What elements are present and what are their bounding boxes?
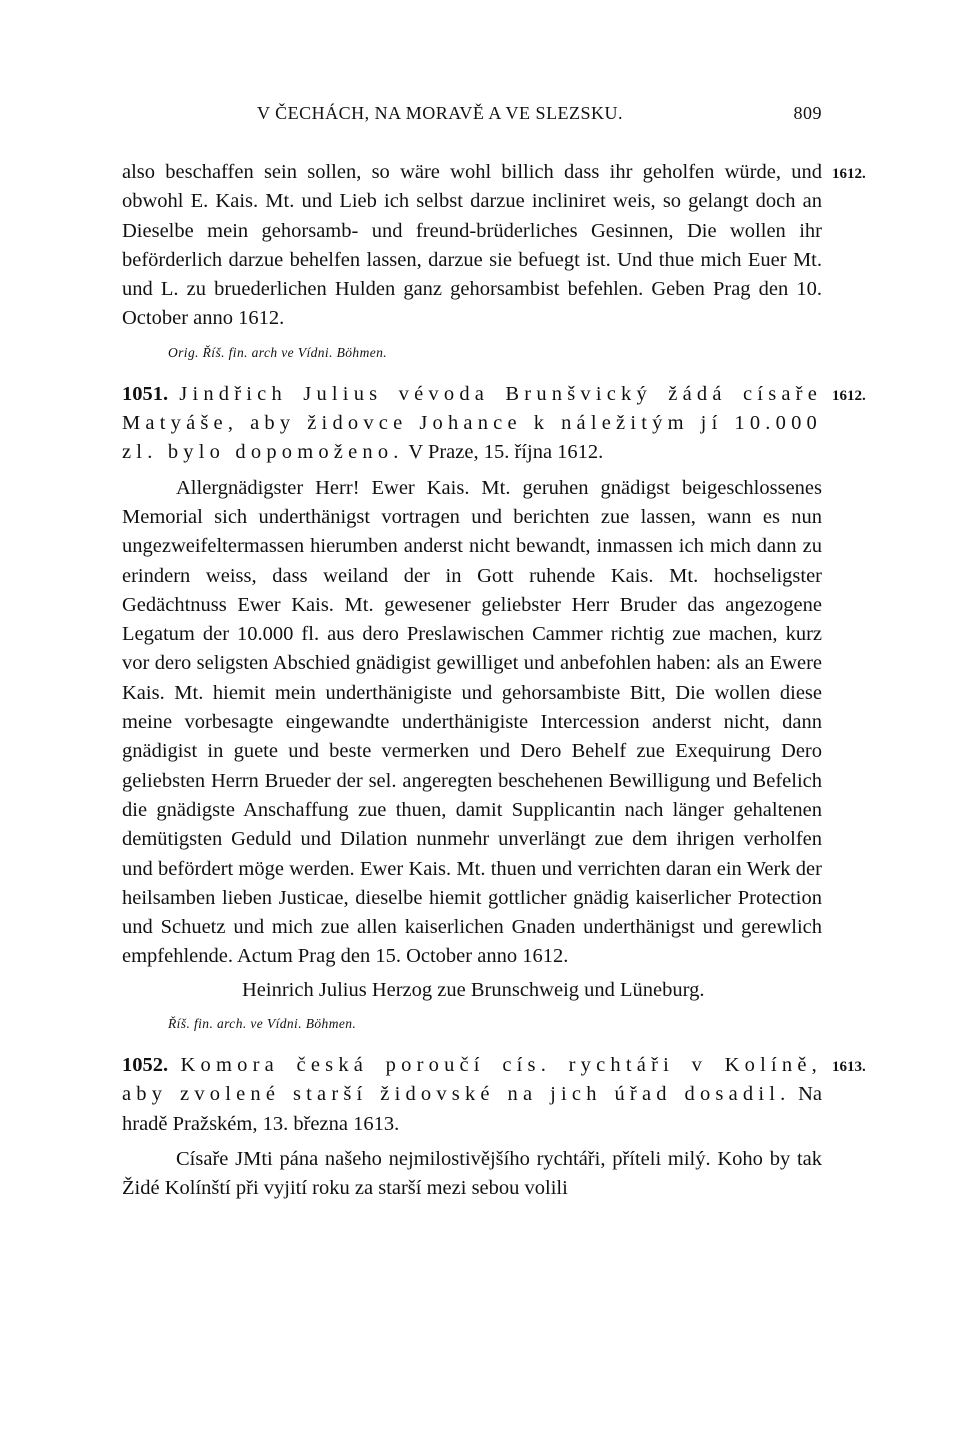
regest-date: Na hradě Pražském, 13. března 1613. [122,1083,822,1135]
regest-1051 [122,380,866,468]
paragraph-text: also beschaffen sein sollen, so wäre wohl billich dass ihr geholfen würde, und obwohl E. Kais. Mt. und Lieb ich selbst darzue incliniret weis, so gelangt doch an Dieselbe mein gehorsamb- und freund-brüderliches Gesinnen, Die wollen ihr beförderlich darzue behelfen lassen, darzue sie befuegt ist. Und thue mich Euer Mt. und L. zu bruederlichen Hulden ganz gehorsambist befehlen. Geben Prag den 10. October anno 1612. [122,161,822,330]
paragraph-continuation [122,158,866,334]
regest-summary: Komora česká poroučí cís. rychtáři v Kolíně, aby zvolené starší židovské na jich úřad dosadil. [122,1054,822,1106]
letter-text: Allergnädigster Herr! Ewer Kais. Mt. geruhen gnädigst beigeschlossenes Memorial sich underthänigst vortragen und berichten zue lassen, wann es nun ungezweifeltermassen hierumben anderst nicht bewandt, inmassen ich mich dann zu erindern weiss, dass weiland der in Gott ruhende Kais. Mt. hochseligster Gedächtnuss Ewer Kais. Mt. gewesener geliebster Herr Bruder das angezogene Legatum der 10.000 fl. aus dero Preslawischen Cammer richtig zue machen, kurz vor dero seligsten Abschied gnädigist gewilliget und anbefohlen haben: als an Ewere Kais. Mt. hiemit mein underthänigiste und gehorsambiste Bitt, Die wollen diese meine vorbesagte eingewandte underthänigiste Intercession anderst nicht, dann gnädigist in guete und beste vermerken und Dero Behelf zue Exequirung Dero geliebsten Herrn Brueder der sel. angeregten beschehenen Bewilligung und Befelich die gnädigste Anschaffung zue thuen, damit Supplicantin nach länger gehaltenen demütigsten Geduld und Dilation nunmehr unverlängt zue dem ihrigen verholfen und befördert möge werden. Ewer Kais. Mt. thuen und verrichten daran ein Werk der heilsamben lieben Justicae, dieselbe hiemit gottlicher gnädig kaiserlicher Protection und Schuetz und mich zue allen kaiserlichen Gnaden underthänigst und gerewlich empfehlende. Actum Prag den 15. October anno 1612. [122,476,822,968]
running-title: V ČECHÁCH, NA MORAVĚ A VE SLEZSKU. [257,103,624,123]
margin-year-1612-a: 1612. [832,166,866,182]
page-body [122,158,866,1204]
regest-date: V Praze, 15. října 1612. [403,441,604,464]
regest-number: 1051. [122,382,169,405]
page-number: 809 [793,103,822,123]
regest-summary: Jindřich Julius vévoda Brunšvický žádá císaře Matyáše, aby židovce Johance k náležitým jí 10.000 zl. bylo dopomoženo. [122,382,822,464]
archive-note: Říš. fin. arch. ve Vídni. Böhmen. [168,1016,357,1032]
regest-number: 1052. [122,1054,169,1077]
signature: Heinrich Julius Herzog zue Brunschweig und Lüneburg. [242,978,705,1001]
margin-year-1612-b: 1612. [832,387,866,404]
archive-note: Orig. Říš. fin. arch ve Vídni. Böhmen. [168,344,388,360]
letter-text: Císaře JMti pána našeho nejmilostivějšího rychtáři, příteli milý. Koho by tak Židé Kolínští při vyjití roku za starší mezi sebou volili [122,1147,822,1200]
regest-1052 [122,1051,866,1139]
margin-year-1613: 1613. [832,1059,866,1076]
